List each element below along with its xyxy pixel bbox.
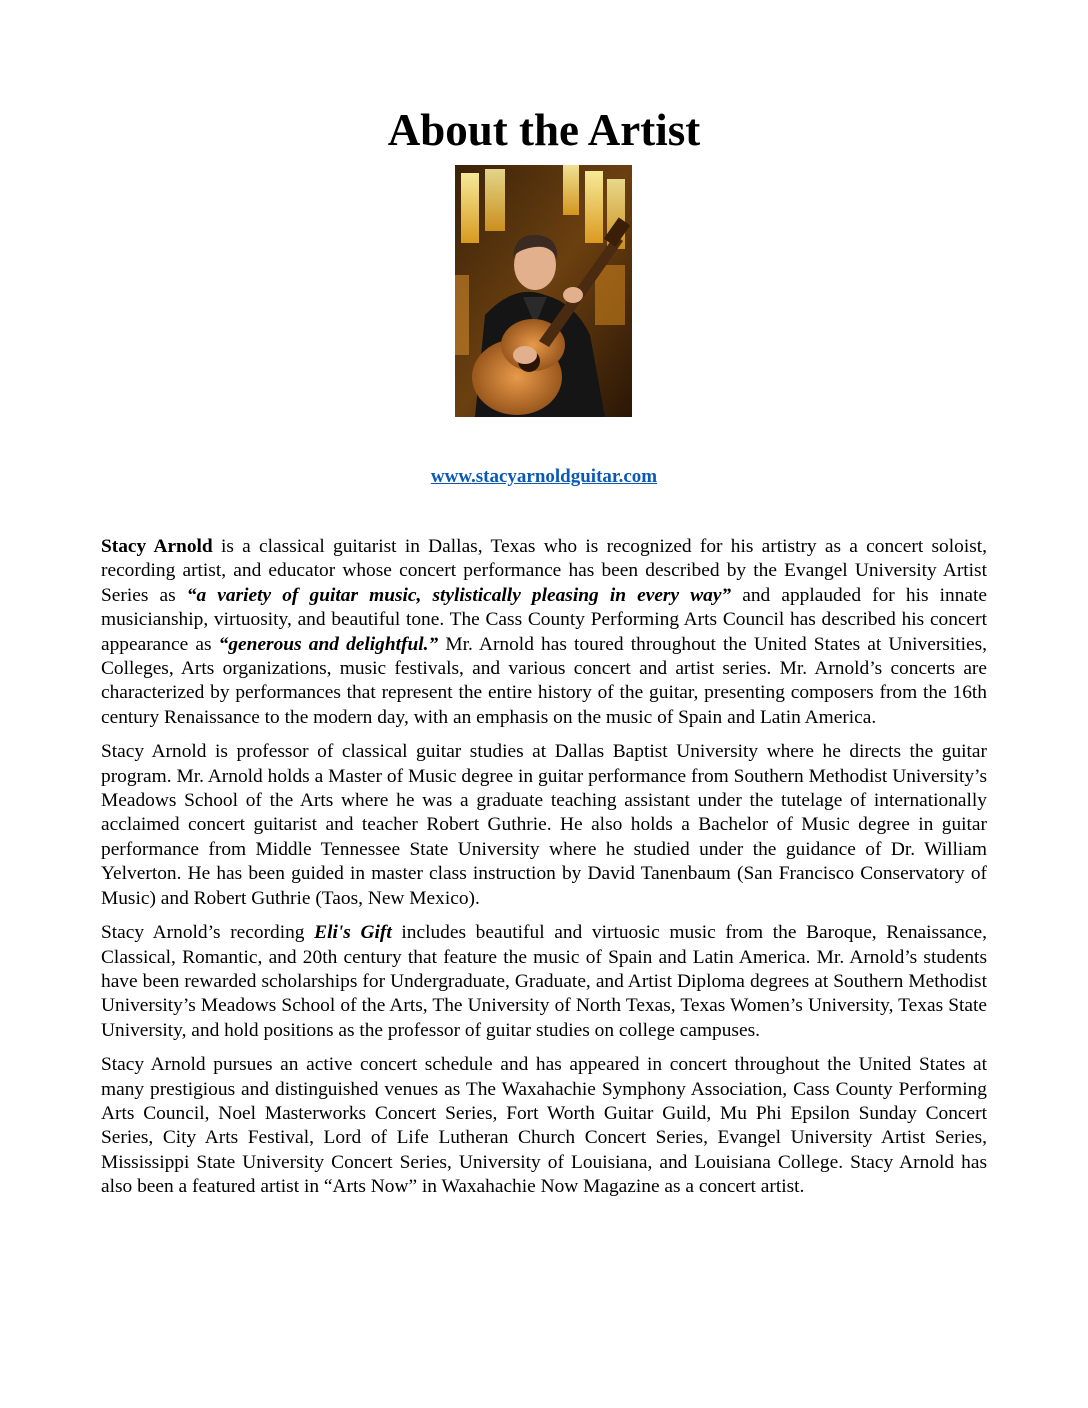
bold-text: Stacy Arnold	[101, 536, 213, 557]
paragraph-text: Stacy Arnold pursues an active concert schedule and has appeared in concert throughout the United States at many prestigious and distinguished venues as The Waxahachie Symphony Association, Cass County Performing Arts Council, Noel Masterworks Concert Series, Fort Worth Guitar Guild, Mu Phi Epsilon Sunday Concert Series, City Arts Festival, Lord of Life Lutheran Church Concert Series, Evangel University Artist Series, Mississippi State University Concert Series, University of Louisiana, and Louisiana College. Stacy Arnold has also been a featured artist in “Arts Now” in Waxahachie Now Magazine as a concert artist.	[101, 1054, 987, 1198]
guitarist-photo	[455, 165, 632, 417]
emphasized-quote: “a variety of guitar music, stylistically pleasing in every way”	[186, 584, 732, 606]
website-link-container	[0, 464, 1088, 490]
artist-biography	[101, 535, 987, 1210]
paragraph-text: includes beautiful and virtuosic music from the Baroque, Renaissance, Classical, Romantic, and 20th century that feature the music of Spain and Latin America. Mr. Arnold’s students have been rewarded scholarships for Undergraduate, Graduate, and Artist Diploma degrees at Southern Methodist University’s Meadows School of the Arts, The University of North Texas, Texas Women’s University, Texas State University, and hold positions as the professor of guitar studies on college campuses.	[101, 922, 987, 1041]
emphasized-quote: Eli's Gift	[314, 922, 392, 944]
website-link[interactable]: www.stacyarnoldguitar.com	[430, 466, 658, 487]
bio-paragraph-2	[101, 740, 987, 911]
paragraph-text: is a classical guitarist in Dallas, Texas who is recognized for his artistry as a concert soloist, recording artist, and educator whose concert performance has been described by the Evangel University Artist Series as	[101, 536, 987, 606]
paragraph-text: and applauded for his innate musicianship, virtuosity, and beautiful tone. The Cass County Performing Arts Council has described his concert appearance as	[101, 584, 987, 655]
bio-paragraph-3	[101, 921, 987, 1043]
paragraph-text: Mr. Arnold has toured throughout the United States at Universities, Colleges, Arts organizations, music festivals, and various concert and artist series. Mr. Arnold’s concerts are characterized by performances that represent the entire history of the guitar, presenting composers from the 16th century Renaissance to the modern day, with an emphasis on the music of Spain and Latin America.	[101, 633, 987, 728]
bio-paragraph-4	[101, 1053, 987, 1199]
paragraph-text: Stacy Arnold’s recording	[101, 922, 315, 944]
paragraph-text: Stacy Arnold is professor of classical guitar studies at Dallas Baptist University where he directs the guitar program. Mr. Arnold holds a Master of Music degree in guitar performance from Southern Methodist University’s Meadows School of the Arts where he was a graduate teaching assistant under the tutelage of internationally acclaimed concert guitarist and teacher Robert Guthrie. He also holds a Bachelor of Music degree in guitar performance from Middle Tennessee State University where he studied under the guidance of Dr. William Yelverton. He has been guided in master class instruction by David Tanenbaum (San Francisco Conservatory of Music) and Robert Guthrie (Taos, New Mexico).	[101, 741, 987, 909]
page-title: About the Artist	[387, 105, 701, 155]
emphasized-quote: “generous and delightful.”	[218, 633, 439, 655]
bio-paragraph-1	[101, 535, 987, 730]
